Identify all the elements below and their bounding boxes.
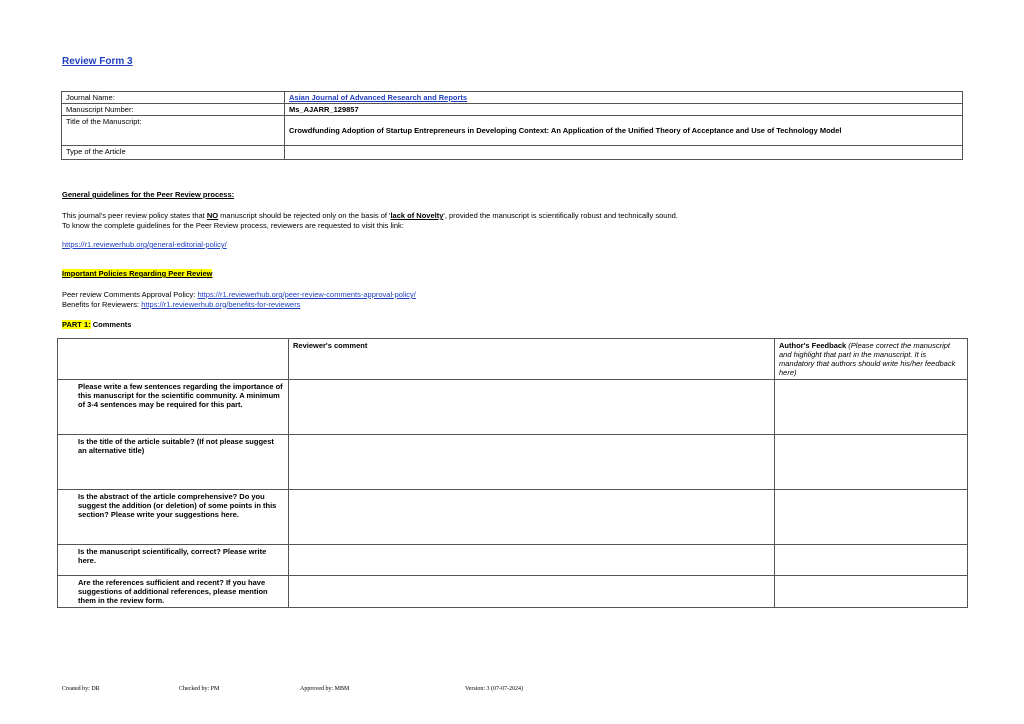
part1-title: Comments [90,320,132,329]
policies-list [62,290,416,309]
benefits-link[interactable]: https://r1.reviewerhub.org/benefits-for-reviewers [141,299,301,309]
comment-row [58,380,968,435]
comment-row [58,576,968,608]
comment-row [58,435,968,490]
comment-row [58,545,968,576]
policies-heading [62,269,212,278]
comments-table [57,338,968,608]
article-type-row [62,146,963,160]
benefits-label: Benefits for Reviewers: [62,299,142,309]
manuscript-title-label: Title of the Manuscript: [62,116,285,146]
manuscript-info-table [61,91,963,160]
reviewer-comment-cell[interactable] [289,576,775,608]
author-feedback-cell[interactable] [775,380,968,435]
manuscript-number-label: Manuscript Number: [62,104,285,116]
question-cell: Are the references sufficient and recent? If you have suggestions of additional references, please mention them in the review form. [58,576,289,608]
footer-checked: Checked by: PM [179,686,220,692]
lack-of-novelty-emphasis: lack of Novelty [390,211,444,220]
policies-heading-text: Important Policies Regarding Peer Review [62,269,213,278]
reviewer-comment-cell[interactable] [289,380,775,435]
question-cell: Is the title of the article suitable? (If not please suggest an alternative title) [58,435,289,490]
author-feedback-header [775,339,968,380]
question-cell: Is the abstract of the article comprehensive? Do you suggest the addition (or deletion) of some points in this section? Please write your suggestions here. [58,490,289,545]
comments-header-row [58,339,968,380]
journal-name-label: Journal Name: [62,92,285,104]
approval-policy-link[interactable]: https://r1.reviewerhub.org/peer-review-comments-approval-policy/ [197,290,416,299]
header-empty-cell [58,339,289,380]
footer-version: Version: 3 (07-07-2024) [465,686,523,692]
part1-heading [62,320,131,329]
editorial-policy-link[interactable]: https://r1.reviewerhub.org/general-editorial-policy/ [62,240,227,249]
comment-row [58,490,968,545]
reviewer-comment-cell[interactable] [289,545,775,576]
guidelines-heading: General guidelines for the Peer Review process: [62,190,235,199]
guidelines-text-part: manuscript should be rejected only on the basis of ' [218,211,391,220]
approval-policy-label: Peer review Comments Approval Policy: [62,290,198,299]
guidelines-text-part: This journal's peer review policy states that [62,211,207,220]
manuscript-number-row [62,104,963,116]
author-feedback-cell[interactable] [775,490,968,545]
article-type-value [285,146,963,160]
guidelines-text-part: ', provided the manuscript is scientifically robust and technically sound. [443,211,678,220]
manuscript-title-row [62,116,963,146]
part1-label: PART 1: [62,320,91,329]
author-feedback-cell[interactable] [775,545,968,576]
footer-created: Created by: DR [62,686,100,692]
journal-name-link[interactable]: Asian Journal of Advanced Research and Reports [289,93,468,102]
manuscript-title-value: Crowdfunding Adoption of Startup Entrepreneurs in Developing Context: An Application of the Unified Theory of Acceptance and Use of Technology Model [285,116,963,146]
guidelines-text [62,211,962,230]
reviewer-comment-cell[interactable] [289,435,775,490]
question-cell: Please write a few sentences regarding the importance of this manuscript for the scientific community. A minimum of 3-4 sentences may be required for this part. [58,380,289,435]
author-feedback-label: Author's Feedback [779,341,847,350]
manuscript-number-value: Ms_AJARR_129857 [285,104,963,116]
question-cell: Is the manuscript scientifically, correct? Please write here. [58,545,289,576]
reviewer-comment-cell[interactable] [289,490,775,545]
author-feedback-cell[interactable] [775,576,968,608]
author-feedback-cell[interactable] [775,435,968,490]
guidelines-link-intro: To know the complete guidelines for the Peer Review process, reviewers are requested to visit this link: [62,220,404,230]
footer-approved: Approved by: MBM [300,686,350,692]
no-emphasis: NO [206,211,219,220]
journal-name-row [62,92,963,104]
form-title: Review Form 3 [62,56,133,67]
article-type-label: Type of the Article [62,146,285,160]
author-feedback-note: (Please correct the manuscript and highlight that part in the manuscript. It is mandatory that authors should write his/her feedback here) [779,341,956,377]
reviewer-comment-header: Reviewer's comment [289,339,775,380]
